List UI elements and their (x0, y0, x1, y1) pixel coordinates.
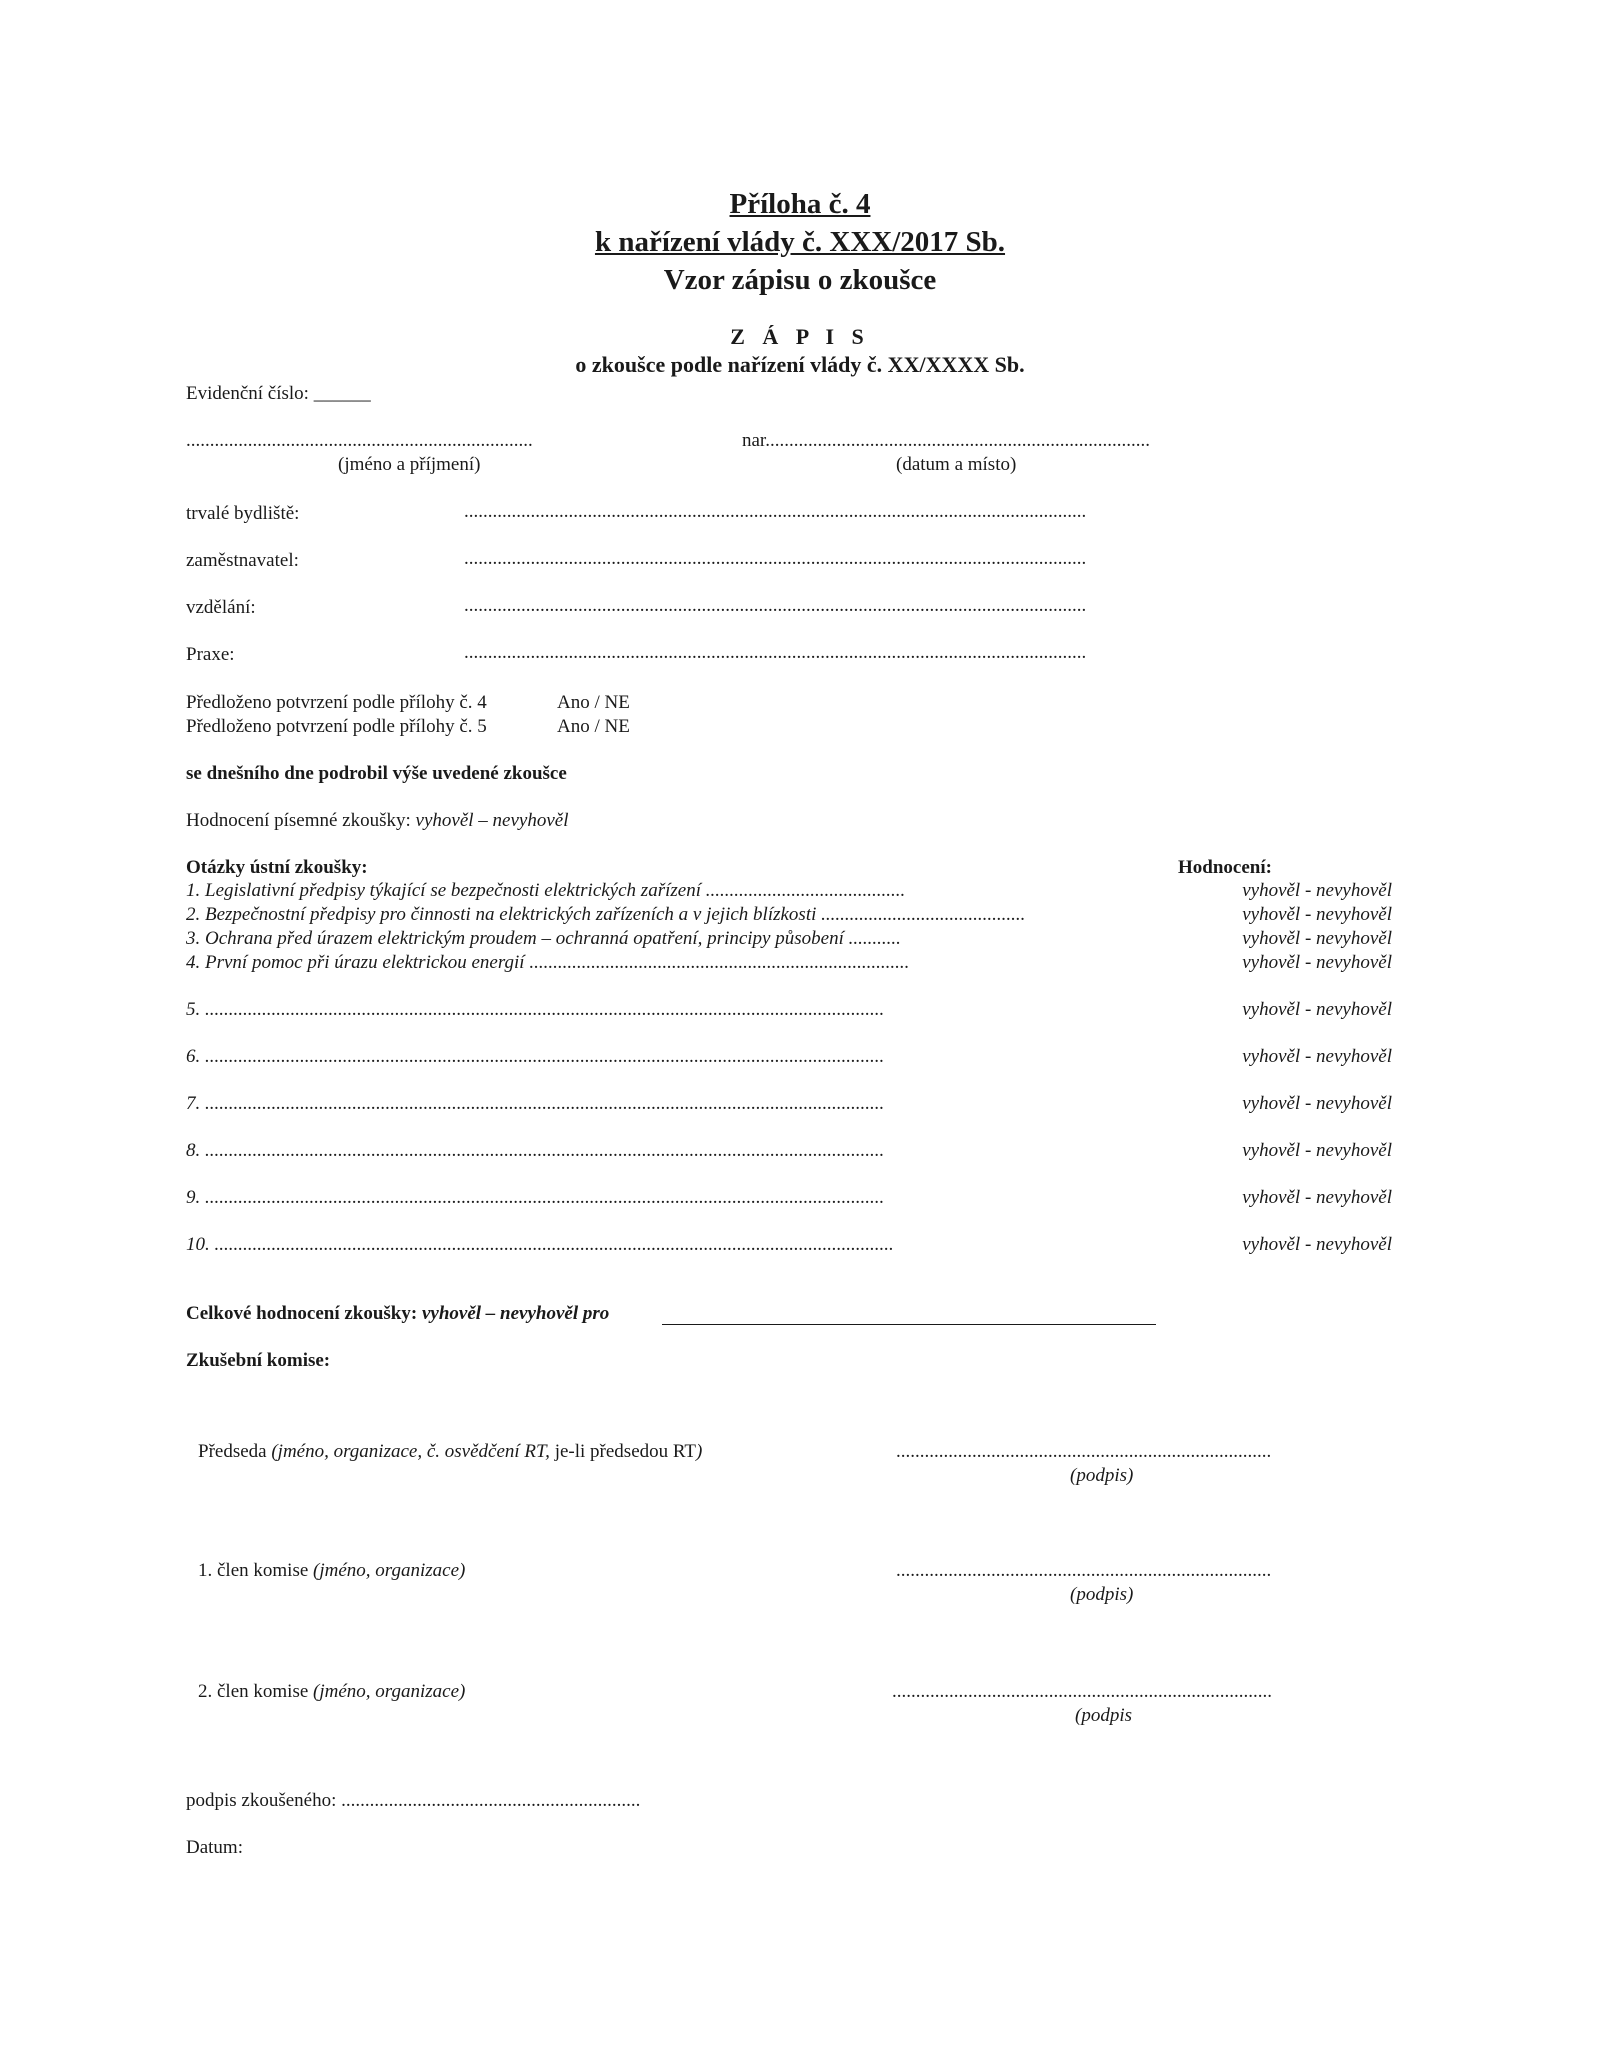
commission-heading: Zkušební komise: (186, 1350, 331, 1371)
written-exam-label: Hodnocení písemné zkoušky: (186, 810, 416, 831)
signature-dots: ............................................................................... (896, 1441, 1272, 1462)
member-label (198, 1681, 465, 1703)
overall-underline (662, 1324, 1156, 1325)
member-hint-plain: je-li předsedou RT (554, 1441, 697, 1462)
oral-heading: Otázky ústní zkoušky: (186, 857, 368, 878)
question-text: 1. Legislativní předpisy týkající se bezpečnosti elektrických zařízení .......................................... (186, 880, 906, 901)
signature-caption: (podpis) (1070, 1465, 1134, 1486)
field-label: trvalé bydliště: (186, 503, 300, 524)
field-label: Praxe: (186, 644, 235, 665)
written-exam (186, 810, 569, 832)
signature-dots: ............................................................................... (896, 1560, 1272, 1581)
form-title: Vzor zápisu o zkoušce (663, 264, 937, 296)
question-rating: vyhověl - nevyhověl (1242, 952, 1392, 973)
member-hint: (jméno, organizace, č. osvědčení RT, (271, 1441, 555, 1462)
member-hint: (jméno, organizace) (313, 1560, 466, 1581)
annex-title: Příloha č. 4 (729, 188, 871, 220)
birth-dots: nar................................................................................. (742, 430, 1150, 451)
birth-caption: (datum a místo) (896, 454, 1017, 475)
question-rating: vyhověl - nevyhověl (1242, 1234, 1392, 1255)
member-role: 2. člen komise (198, 1681, 314, 1702)
question-text: 9. ............................................................................................................................................... (186, 1187, 885, 1208)
question-rating: vyhověl - nevyhověl (1242, 928, 1392, 949)
member-label (198, 1441, 702, 1463)
signature-dots: ................................................................................ (892, 1681, 1272, 1702)
zapis-heading: Z Á P I S (730, 324, 870, 349)
signature-caption: (podpis) (1070, 1584, 1134, 1605)
question-text: 8. ............................................................................................................................................... (186, 1140, 885, 1161)
question-rating: vyhověl - nevyhověl (1242, 1187, 1392, 1208)
question-text: 6. ............................................................................................................................................... (186, 1046, 885, 1067)
member-hint-end: ) (696, 1441, 703, 1462)
overall-value: vyhověl – nevyhověl pro (421, 1303, 610, 1324)
field-dots: ................................................................................................................................... (464, 595, 1087, 616)
overall-rating (186, 1303, 609, 1325)
question-rating: vyhověl - nevyhověl (1242, 1140, 1392, 1161)
confirmation-label: Předloženo potvrzení podle přílohy č. 5 (186, 716, 487, 737)
written-exam-value: vyhověl – nevyhověl (415, 810, 569, 831)
member-role: Předseda (198, 1441, 272, 1462)
question-text: 2. Bezpečnostní předpisy pro činnosti na elektrických zařízeních a v jejich blízkosti ........................................... (186, 904, 1026, 925)
evidence-number: Evidenční číslo: ______ (186, 383, 371, 404)
member-hint: (jméno, organizace) (313, 1681, 466, 1702)
field-dots: ................................................................................................................................... (464, 548, 1087, 569)
date-label: Datum: (186, 1837, 243, 1858)
name-caption: (jméno a příjmení) (338, 454, 481, 475)
question-text: 4. První pomoc při úrazu elektrickou energií ................................................................................ (186, 952, 910, 973)
question-rating: vyhověl - nevyhověl (1242, 880, 1392, 901)
question-text: 10. ............................................................................................................................................... (186, 1234, 894, 1255)
rating-heading: Hodnocení: (1178, 857, 1272, 878)
confirmation-value: Ano / NE (557, 716, 630, 737)
name-dots: ......................................................................... (186, 430, 533, 451)
member-role: 1. člen komise (198, 1560, 314, 1581)
zapis-subtitle: o zkoušce podle nařízení vlády č. XX/XXXX Sb. (575, 352, 1025, 377)
field-label: vzdělání: (186, 597, 256, 618)
submitted-statement: se dnešního dne podrobil výše uvedené zkoušce (186, 763, 567, 784)
field-dots: ................................................................................................................................... (464, 501, 1087, 522)
confirmation-value: Ano / NE (557, 692, 630, 713)
question-text: 3. Ochrana před úrazem elektrickým proudem – ochranná opatření, principy působení ........... (186, 928, 901, 949)
examinee-signature: podpis zkoušeného: ............................................................... (186, 1790, 641, 1811)
overall-label: Celkové hodnocení zkoušky: (186, 1303, 422, 1324)
question-text: 5. ............................................................................................................................................... (186, 999, 885, 1020)
confirmation-label: Předloženo potvrzení podle přílohy č. 4 (186, 692, 487, 713)
question-rating: vyhověl - nevyhověl (1242, 904, 1392, 925)
signature-caption: (podpis (1075, 1705, 1132, 1726)
regulation-title: k nařízení vlády č. XXX/2017 Sb. (594, 226, 1006, 258)
question-rating: vyhověl - nevyhověl (1242, 1046, 1392, 1067)
question-rating: vyhověl - nevyhověl (1242, 999, 1392, 1020)
field-dots: ................................................................................................................................... (464, 642, 1087, 663)
question-text: 7. ............................................................................................................................................... (186, 1093, 885, 1114)
question-rating: vyhověl - nevyhověl (1242, 1093, 1392, 1114)
field-label: zaměstnavatel: (186, 550, 299, 571)
member-label (198, 1560, 465, 1582)
